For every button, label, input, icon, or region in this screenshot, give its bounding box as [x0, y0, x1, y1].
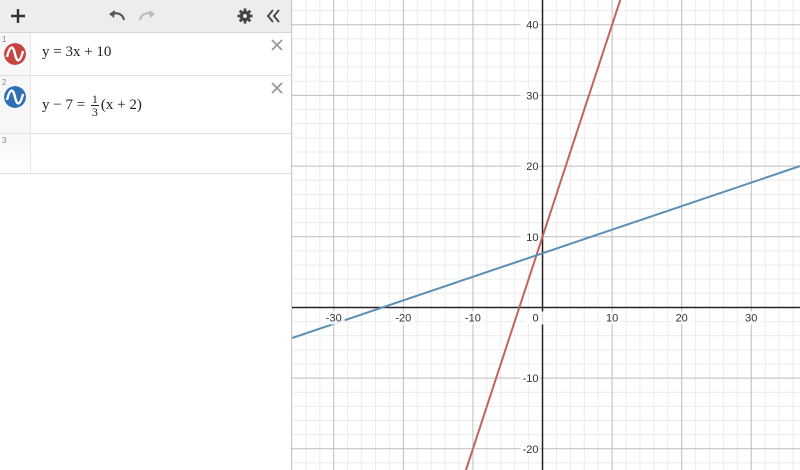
y-tick-label: 40 — [526, 19, 539, 32]
delete-expression-icon[interactable] — [270, 38, 284, 52]
x-tick-label: -20 — [395, 312, 412, 325]
expression-row-1[interactable] — [0, 33, 291, 76]
expression-toolbar — [0, 0, 291, 33]
x-tick-label: 20 — [675, 312, 688, 325]
expression-row-3[interactable] — [0, 134, 291, 174]
expression-panel — [0, 0, 291, 470]
delete-expression-icon[interactable] — [270, 81, 284, 95]
expression-index: 3 — [2, 136, 7, 145]
expression-gutter — [0, 33, 31, 75]
double-chevron-left-icon[interactable] — [260, 0, 286, 32]
x-tick-label: 10 — [605, 312, 619, 325]
expression-gutter — [0, 76, 31, 133]
expression-index: 2 — [2, 78, 7, 87]
y-axis-tick-labels — [521, 19, 540, 456]
fraction-numerator: 1 — [91, 92, 98, 106]
plus-icon[interactable] — [4, 0, 32, 32]
expression-index: 1 — [2, 35, 7, 44]
gear-icon[interactable] — [232, 0, 258, 32]
minor-gridlines — [292, 0, 800, 470]
expression-gutter — [0, 134, 31, 173]
expression-row-2[interactable] — [0, 76, 291, 134]
expression-input[interactable]: y = 3x + 10 — [42, 44, 112, 60]
redo-icon[interactable] — [134, 0, 160, 32]
expression-prefix: y − 7 = — [42, 96, 89, 113]
expression-suffix: (x + 2) — [100, 96, 142, 113]
y-tick-label: 10 — [526, 231, 539, 244]
y-tick-label: 30 — [526, 90, 539, 103]
expression-list — [0, 33, 291, 174]
x-tick-label: 0 — [532, 312, 539, 325]
expression-input[interactable] — [42, 93, 142, 118]
x-tick-label: -10 — [464, 312, 481, 325]
graph-paper[interactable] — [292, 0, 800, 470]
undo-icon[interactable] — [104, 0, 130, 32]
x-tick-label: -30 — [325, 312, 342, 325]
blue-curve-color-icon[interactable] — [4, 86, 26, 108]
fraction — [91, 93, 99, 118]
red-curve-color-icon[interactable] — [4, 43, 26, 65]
y-tick-label: 20 — [526, 161, 539, 174]
fraction-denominator: 3 — [91, 105, 98, 119]
x-tick-label: 30 — [745, 312, 758, 325]
y-tick-label: -20 — [522, 443, 539, 456]
x-axis-tick-labels — [323, 311, 763, 324]
y-tick-label: -10 — [522, 373, 539, 386]
